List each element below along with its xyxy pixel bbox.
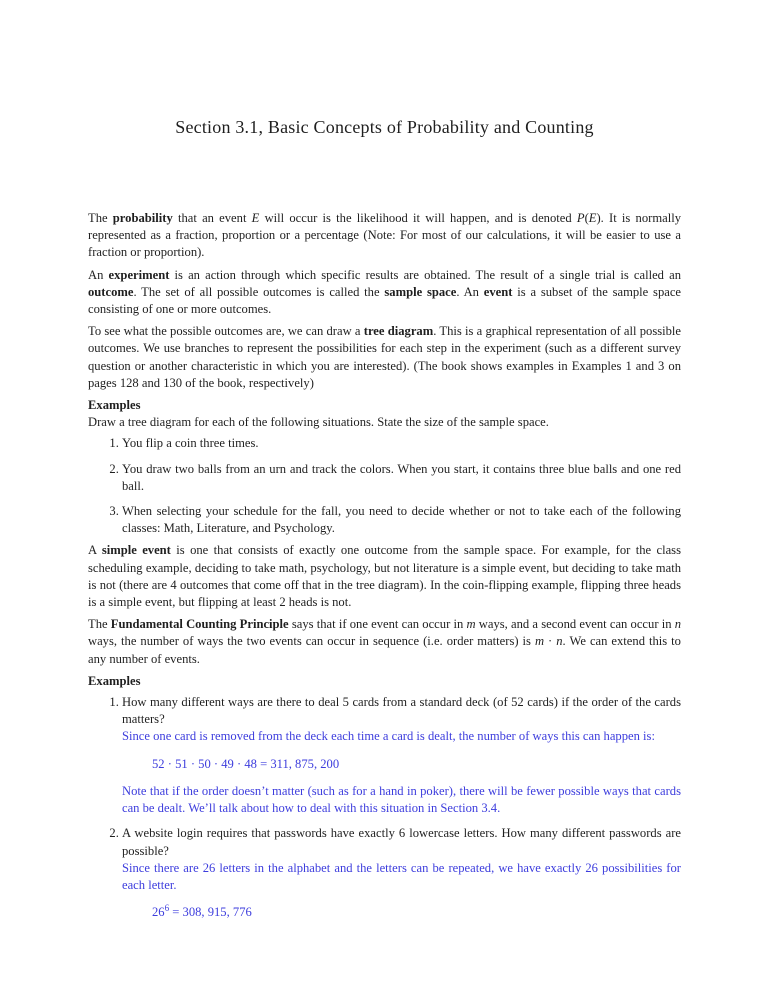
cards-solution: Since one card is removed from the deck each time a card is dealt, the number of ways this can happen is: [122, 729, 655, 744]
page-title: Section 3.1, Basic Concepts of Probability and Counting [175, 117, 594, 137]
list-item-passwords [122, 825, 681, 921]
paragraph-experiment: An experiment is an action through which specific results are obtained. The result of a single trial is called an outcome. The set of all possible outcomes is called the sample space. An event is a subset of the sample space consisting of one or more outcomes. [88, 267, 682, 317]
cards-note: Note that if the order doesn’t matter (such as for a hand in poker), there will be fewer possible ways that cards can be dealt. We’ll talk about how to deal with this situation in Section 3.4. [122, 783, 681, 816]
paragraph-tree-diagram: To see what the possible outcomes are, we can draw a tree diagram. This is a graphical representation of all possible outcomes. We use branches to represent the possibilities for each step in the experiment (such as a different survey question or another characteristic in which you are interested). (The book shows examples in Examples 1 and 3 on pages 128 and 130 of the book, respectively) [88, 324, 682, 390]
list-item-coin: 1. You flip a coin three times. [122, 435, 681, 452]
examples-tree-heading: Examples [88, 398, 141, 413]
paragraph-simple-event: A simple event is one that consists of exactly one outcome from the sample space. For example, for the class scheduling example, deciding to take math, psychology, but not literature is a simple event, but deciding to take math is not (there are 4 outcomes that come off that in the tree diagram). In the coin-flipping example, flipping three heads is a simple event, but flipping at least 2 heads is not. [88, 543, 681, 610]
list-item-cards [122, 694, 681, 817]
equation-passwords: $26^6 = 308$, 915, 776 [152, 902, 252, 920]
paragraph-counting-principle: The Fundamental Counting Principle says that if one event can occur in m ways, and a second event can occur in n ways, the number of ways the two events can occur in sequence (i.e. order matters) is m · n. We can extend this to any number of events. [88, 617, 682, 666]
passwords-solution: Since there are 26 letters in the alphabet and the letters can be repeated, we have exactly 26 possibilities for each letter. [122, 860, 681, 892]
list-item-schedule: 3. When selecting your schedule for the fall, you need to decide whether or not to take each of the following classes: Math, Literature, and Psychology. [122, 503, 681, 537]
equation-cards: 52 · 51 · 50 · 49 · 48 = 311, 875, 200 [152, 756, 340, 771]
passwords-question: 2. A website login requires that passwords have exactly 6 lowercase letters. How many different passwords are possible? [122, 826, 681, 858]
examples-tree-list [88, 435, 681, 537]
cards-question: 1. How many different ways are there to deal 5 cards from a standard deck (of 52 cards) if the order of the cards matters? [122, 695, 681, 727]
examples-counting-list [88, 694, 681, 921]
paragraph-probability: The probability that an event E will occur is the likelihood it will happen, and is denoted P(E). It is normally represented as a fraction, proportion or a percentage (Note: For most of our calculations, it will be easier to use a fraction or proportion). [88, 211, 682, 260]
examples-counting-heading: Examples [88, 673, 141, 688]
list-item-urn: 2. You draw two balls from an urn and track the colors. When you start, it contains three blue balls and one red ball. [122, 461, 681, 495]
examples-tree-intro: Draw a tree diagram for each of the following situations. State the size of the sample space. [88, 415, 549, 430]
